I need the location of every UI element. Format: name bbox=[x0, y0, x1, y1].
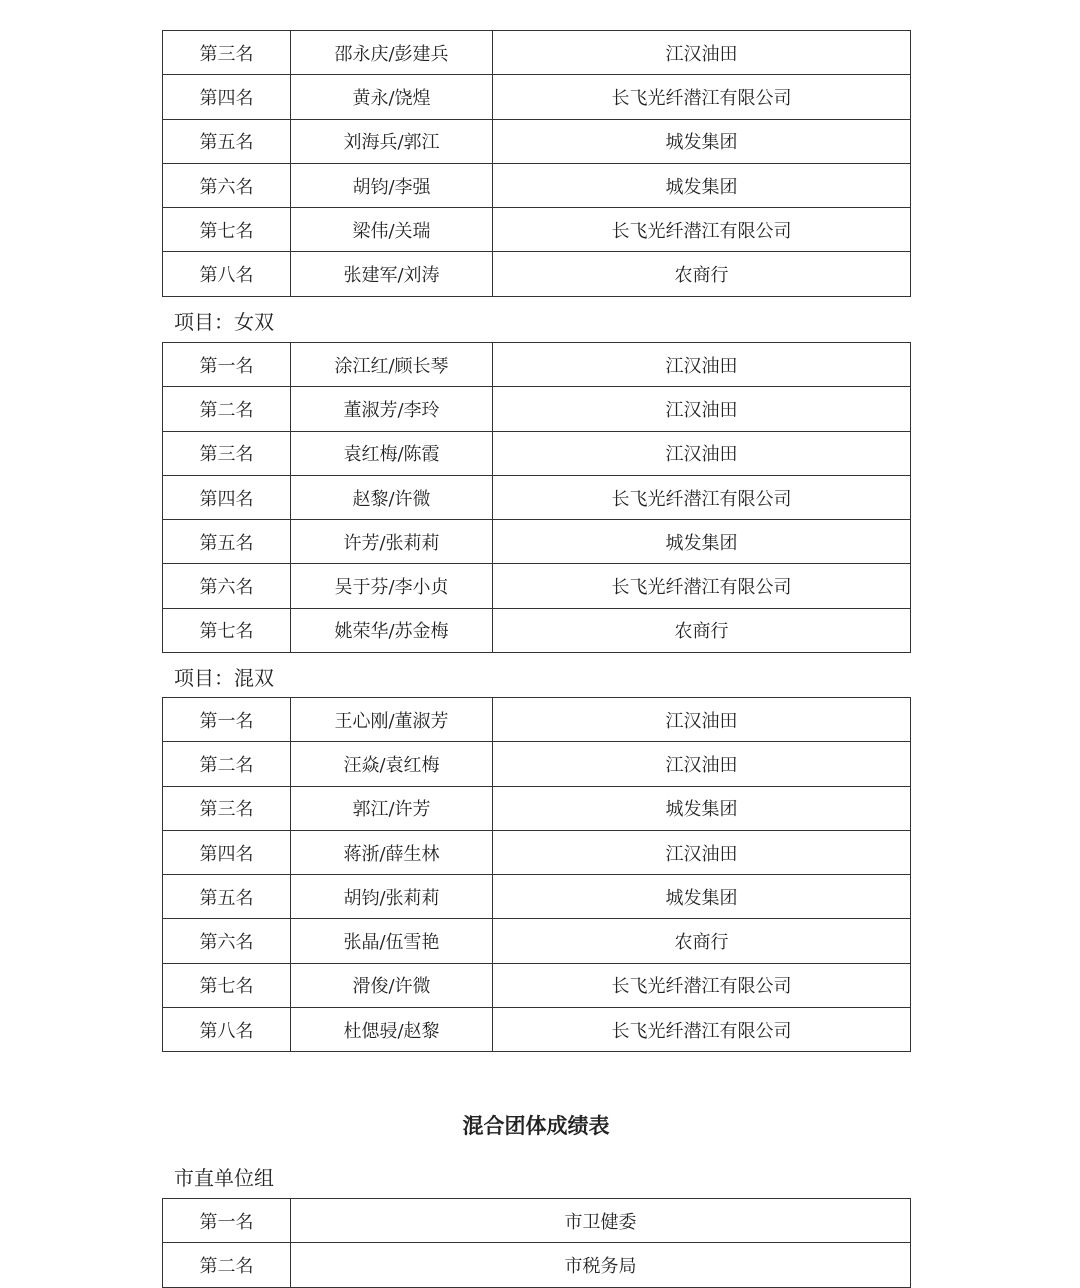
players-cell: 黄永/饶煌 bbox=[291, 75, 493, 119]
table-row bbox=[163, 698, 911, 742]
unit-cell: 市税务局 bbox=[291, 1243, 911, 1287]
rank-cell: 第二名 bbox=[163, 387, 291, 431]
table-row bbox=[163, 31, 911, 75]
players-cell: 邵永庆/彭建兵 bbox=[291, 31, 493, 75]
table-row bbox=[163, 252, 911, 296]
rank-cell: 第八名 bbox=[163, 252, 291, 296]
players-cell: 涂江红/顾长琴 bbox=[291, 343, 493, 387]
unit-cell: 农商行 bbox=[493, 608, 911, 652]
unit-cell: 城发集团 bbox=[493, 163, 911, 207]
players-cell: 张晶/伍雪艳 bbox=[291, 919, 493, 963]
unit-cell: 江汉油田 bbox=[493, 387, 911, 431]
mixed-doubles-table bbox=[162, 697, 911, 1052]
table-row bbox=[163, 875, 911, 919]
rank-cell: 第五名 bbox=[163, 520, 291, 564]
unit-cell: 江汉油田 bbox=[493, 343, 911, 387]
players-cell: 刘海兵/郭江 bbox=[291, 119, 493, 163]
players-cell: 张建军/刘涛 bbox=[291, 252, 493, 296]
unit-cell: 长飞光纤潜江有限公司 bbox=[493, 75, 911, 119]
table-row bbox=[163, 830, 911, 874]
team-results-table bbox=[162, 1198, 911, 1288]
table-row bbox=[163, 786, 911, 830]
table-row bbox=[163, 387, 911, 431]
unit-cell: 农商行 bbox=[493, 919, 911, 963]
table-row bbox=[163, 1243, 911, 1287]
rank-cell: 第一名 bbox=[163, 698, 291, 742]
table-row bbox=[163, 163, 911, 207]
table-row bbox=[163, 919, 911, 963]
players-cell: 蒋浙/薛生林 bbox=[291, 830, 493, 874]
rank-cell: 第五名 bbox=[163, 875, 291, 919]
table-row bbox=[163, 1199, 911, 1243]
team-results-title: 混合团体成绩表 bbox=[462, 1113, 610, 1138]
rank-cell: 第三名 bbox=[163, 431, 291, 475]
table-row bbox=[163, 431, 911, 475]
womens-doubles-heading: 项目：女双 bbox=[174, 310, 274, 334]
rank-cell: 第三名 bbox=[163, 31, 291, 75]
players-cell: 许芳/张莉莉 bbox=[291, 520, 493, 564]
unit-cell: 长飞光纤潜江有限公司 bbox=[493, 564, 911, 608]
players-cell: 梁伟/关瑞 bbox=[291, 208, 493, 252]
players-cell: 胡钧/李强 bbox=[291, 163, 493, 207]
players-cell: 吴于芬/李小贞 bbox=[291, 564, 493, 608]
players-cell: 汪焱/袁红梅 bbox=[291, 742, 493, 786]
mixed-doubles-heading: 项目：混双 bbox=[174, 666, 274, 690]
unit-cell: 城发集团 bbox=[493, 119, 911, 163]
table-row bbox=[163, 963, 911, 1007]
players-cell: 赵黎/许微 bbox=[291, 475, 493, 519]
unit-cell: 江汉油田 bbox=[493, 698, 911, 742]
table-row bbox=[163, 475, 911, 519]
table-row bbox=[163, 119, 911, 163]
unit-cell: 江汉油田 bbox=[493, 830, 911, 874]
players-cell: 滑俊/许微 bbox=[291, 963, 493, 1007]
rank-cell: 第六名 bbox=[163, 564, 291, 608]
table-row bbox=[163, 564, 911, 608]
unit-cell: 城发集团 bbox=[493, 875, 911, 919]
table-row bbox=[163, 208, 911, 252]
unit-cell: 江汉油田 bbox=[493, 742, 911, 786]
doubles-results-table bbox=[162, 30, 911, 297]
rank-cell: 第二名 bbox=[163, 1243, 291, 1287]
rank-cell: 第一名 bbox=[163, 1199, 291, 1243]
unit-cell: 江汉油田 bbox=[493, 431, 911, 475]
rank-cell: 第八名 bbox=[163, 1008, 291, 1052]
players-cell: 姚荣华/苏金梅 bbox=[291, 608, 493, 652]
table-row bbox=[163, 742, 911, 786]
table-row bbox=[163, 1008, 911, 1052]
unit-cell: 长飞光纤潜江有限公司 bbox=[493, 1008, 911, 1052]
rank-cell: 第五名 bbox=[163, 119, 291, 163]
unit-cell: 农商行 bbox=[493, 252, 911, 296]
rank-cell: 第四名 bbox=[163, 830, 291, 874]
unit-cell: 长飞光纤潜江有限公司 bbox=[493, 475, 911, 519]
table-row bbox=[163, 75, 911, 119]
players-cell: 王心刚/董淑芳 bbox=[291, 698, 493, 742]
table-row bbox=[163, 520, 911, 564]
unit-cell: 城发集团 bbox=[493, 520, 911, 564]
city-units-group-heading: 市直单位组 bbox=[174, 1166, 274, 1190]
players-cell: 董淑芳/李玲 bbox=[291, 387, 493, 431]
rank-cell: 第六名 bbox=[163, 919, 291, 963]
table-row bbox=[163, 608, 911, 652]
rank-cell: 第三名 bbox=[163, 786, 291, 830]
table-row bbox=[163, 343, 911, 387]
players-cell: 郭江/许芳 bbox=[291, 786, 493, 830]
unit-cell: 长飞光纤潜江有限公司 bbox=[493, 208, 911, 252]
rank-cell: 第一名 bbox=[163, 343, 291, 387]
rank-cell: 第七名 bbox=[163, 608, 291, 652]
unit-cell: 市卫健委 bbox=[291, 1199, 911, 1243]
womens-doubles-table bbox=[162, 342, 911, 653]
rank-cell: 第四名 bbox=[163, 75, 291, 119]
players-cell: 胡钧/张莉莉 bbox=[291, 875, 493, 919]
unit-cell: 长飞光纤潜江有限公司 bbox=[493, 963, 911, 1007]
rank-cell: 第四名 bbox=[163, 475, 291, 519]
unit-cell: 江汉油田 bbox=[493, 31, 911, 75]
players-cell: 杜偲骎/赵黎 bbox=[291, 1008, 493, 1052]
players-cell: 袁红梅/陈霞 bbox=[291, 431, 493, 475]
rank-cell: 第六名 bbox=[163, 163, 291, 207]
rank-cell: 第七名 bbox=[163, 208, 291, 252]
unit-cell: 城发集团 bbox=[493, 786, 911, 830]
rank-cell: 第二名 bbox=[163, 742, 291, 786]
rank-cell: 第七名 bbox=[163, 963, 291, 1007]
